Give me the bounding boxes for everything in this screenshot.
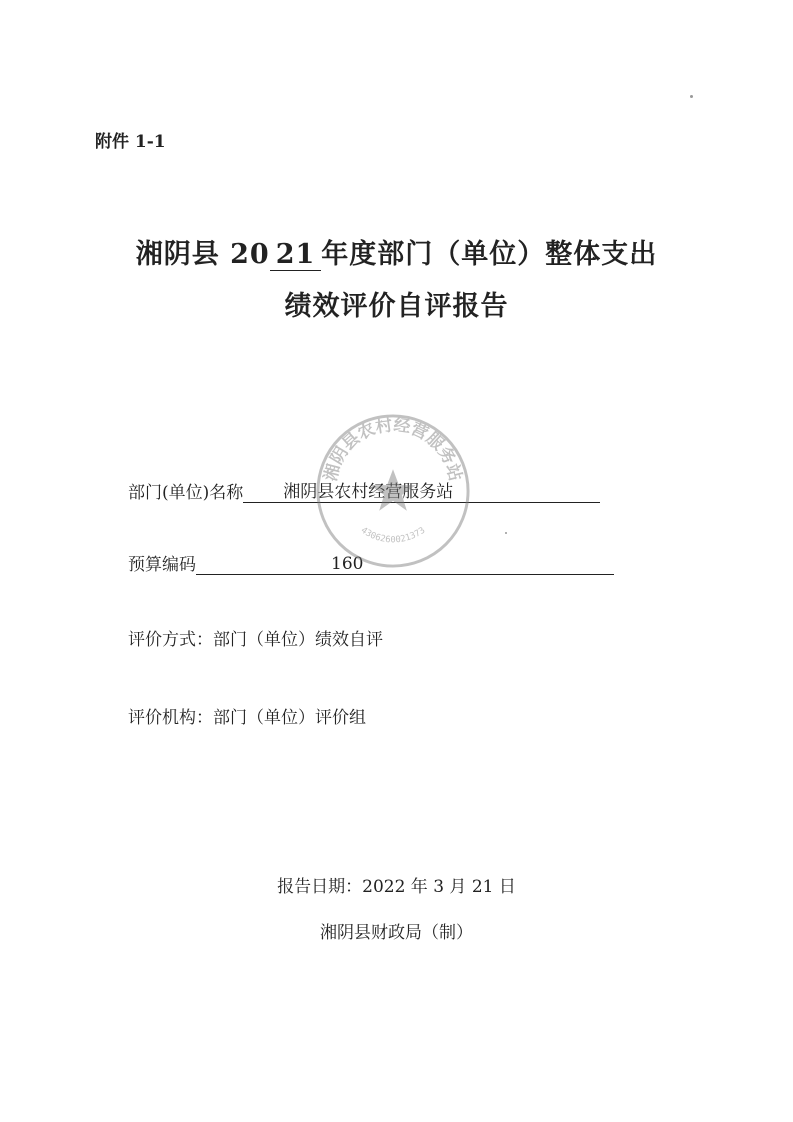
report-title-line1 — [0, 232, 793, 271]
dept-name-label: 部门(单位)名称 — [128, 483, 244, 503]
seal-code: 4306260021373 — [358, 525, 428, 546]
official-seal — [314, 412, 472, 570]
title-year-suffix: 21 — [270, 240, 322, 271]
annex-label: 附件 1-1 — [95, 132, 166, 152]
eval-org: 评价机构：部门（单位）评价组 — [128, 708, 366, 728]
budget-code-label: 预算编码 — [128, 555, 196, 575]
title-prefix: 湘阴县 20 — [135, 239, 270, 270]
eval-method: 评价方式：部门（单位）绩效自评 — [128, 630, 383, 650]
svg-text:4306260021373 — [359, 526, 427, 546]
report-date: 报告日期：2022 年 3 月 21 日 — [277, 877, 516, 897]
scan-speck — [690, 95, 693, 98]
seal-star-icon — [370, 469, 415, 510]
issuer: 湘阴县财政局（制） — [320, 923, 473, 943]
dept-name-value: 湘阴县农村经营服务站 — [243, 477, 600, 503]
title-rest: 年度部门（单位）整体支出 — [321, 239, 658, 270]
report-title-line2: 绩效评价自评报告 — [284, 291, 509, 322]
budget-code-value: 160 — [196, 554, 614, 575]
scan-speck — [505, 532, 507, 534]
seal-text: 湘阴县农村经营服务站 — [319, 414, 467, 483]
